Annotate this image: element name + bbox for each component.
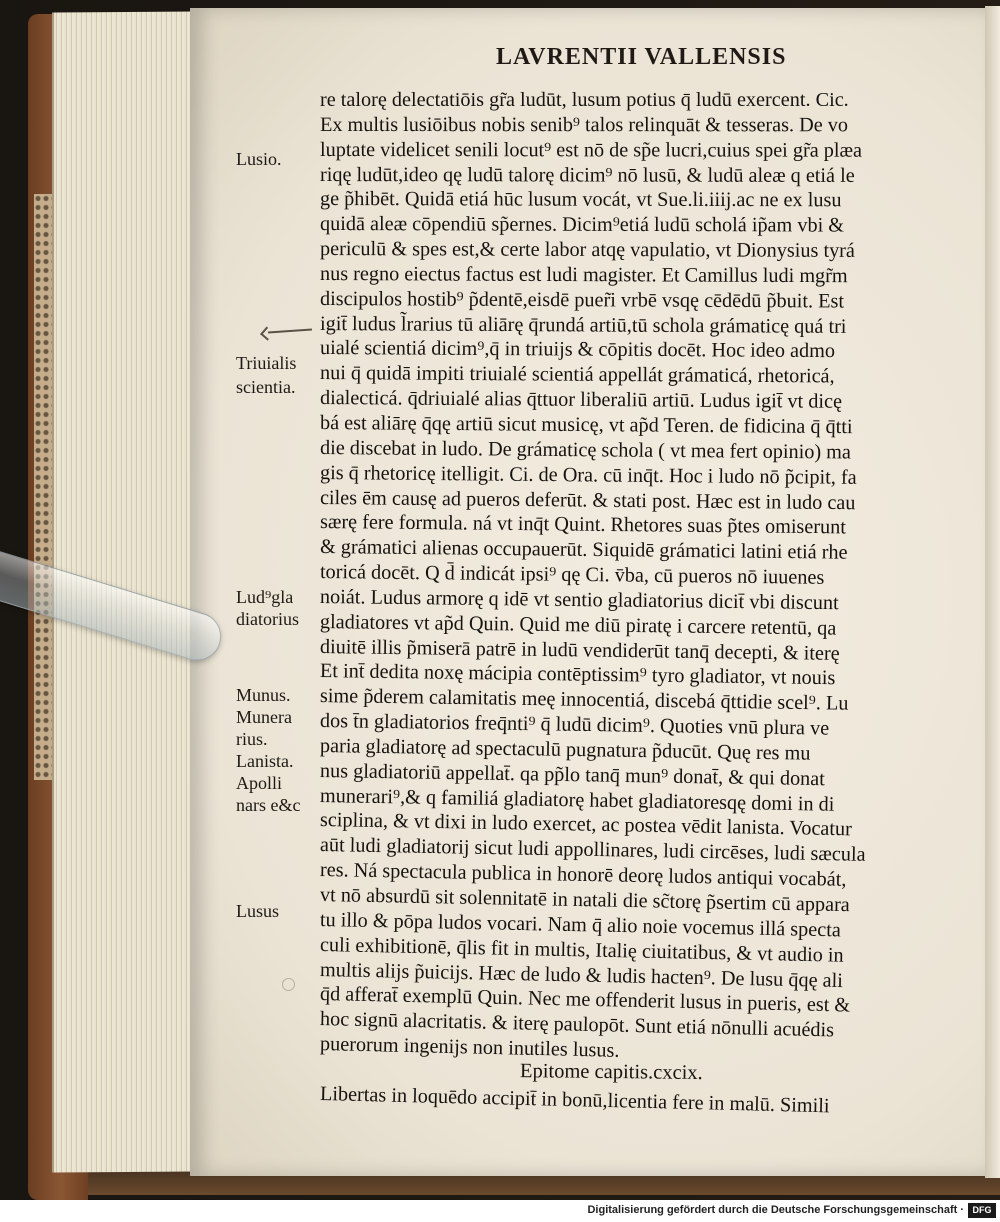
margin-note-lanista: Lanista. bbox=[236, 751, 294, 771]
text-line: bá est aliārę q̄qę artiū sicut musicę, vt ap̃d Teren. de fidicina q̄ q̄tti bbox=[319, 411, 853, 439]
text-line: Et int̄ dedita noxę mácipia contēptissim⁹ tyro gladiator, vt nouis bbox=[319, 660, 836, 690]
margin-note-ludus: Lud⁹gla bbox=[236, 587, 294, 607]
text-line: uialé scientiá dicim⁹,q̄ in triuijs & cōpitis docēt. Hoc ideo admo bbox=[319, 337, 836, 363]
epitome-heading: Epitome capitis.cxcix. bbox=[519, 1060, 703, 1084]
running-head: LAVRENTII VALLENSIS bbox=[496, 44, 787, 70]
text-line: munerari⁹,& q familiá gladiatorę habet gladiatoresqę domi in di bbox=[319, 784, 835, 816]
margin-note-munus: Munus. bbox=[236, 685, 291, 705]
margin-note-munerarius-2: rius. bbox=[236, 729, 268, 749]
margin-note-apollinares-2: nars e&c bbox=[236, 795, 301, 815]
text-line: luptate videlicet senili locut⁹ est nō de sp̃e lucri,cuius spei gr̃a plæa bbox=[319, 138, 862, 162]
text-line: særę fere formula. ná vt inq̄t Quint. Rhetores suas p̃tes omiserunt bbox=[319, 511, 847, 539]
text-line: nus gladiatoriū appellat̄. qa pp̃lo tanq̄ mun⁹ donat̄, & qui donat bbox=[319, 759, 826, 790]
right-page-edge bbox=[985, 6, 1000, 1178]
text-line: dialecticá. q̄driuialé alias q̄ttuor liberaliū artiū. Ludus igit̄ vt dicę bbox=[319, 387, 843, 413]
text-line: Ex multis lusiōibus nobis senib⁹ talos relinquāt & tesseras. De vo bbox=[319, 113, 849, 137]
text-line: riqę ludūt,ideo qę ludū talorę dicim⁹ nō lusū, & ludū aleæ q etiá le bbox=[319, 163, 855, 187]
text-line: gladiatores vt ap̃d Quin. Quid me diū piratę i carcere retentū, qa bbox=[319, 610, 837, 640]
text-line: res. Ná spectacula publica in honorē deorę ludos antiqui vocabát, bbox=[319, 859, 847, 892]
text-line: dos t̄n gladiatorios freq̄nti⁹ q̄ ludū dicim⁹. Quoties vnū plura ve bbox=[319, 710, 830, 740]
text-line: periculū & spes est,& certe labor atqę vapulatio, vt Dionysius tyrá bbox=[319, 238, 855, 262]
margin-note-triuialis: Triuialis bbox=[236, 353, 297, 373]
dfg-logo: DFG bbox=[968, 1203, 996, 1218]
text-line: ciles ēm causę ad pueros deferūt. & stati post. Hæc est in ludo cau bbox=[319, 486, 856, 514]
text-line: diuitē illis p̃miserā patrē in ludū vendiderūt tanq̄ decepti, & iterę bbox=[319, 635, 840, 665]
digitization-footer bbox=[0, 1200, 1000, 1222]
text-line: sime p̃derem calamitatis meę innocentiá, discebá q̄ttidie scel⁹. Lu bbox=[319, 685, 849, 715]
text-line: vt nō absurdū sit solennitatē in natali die sc̃torę p̃sertim cū appara bbox=[319, 884, 850, 917]
text-line: multis alijs p̃uicijs. Hæc de ludo & ludis hacten⁹. De lusu q̄qę ali bbox=[319, 958, 844, 992]
margin-note-lusio: Lusio. bbox=[236, 149, 282, 169]
text-line: igit̄ ludus l̃rarius tū aliārę q̄rundá artiū,tū schola grámaticę quá tri bbox=[319, 312, 847, 338]
text-line: nui q̄ quidā impiti triuialé scientiá appellát grámaticá, rhetoricá, bbox=[319, 362, 835, 388]
text-line: toricá docēt. Q d̄ indicát ipsi⁹ qę Ci. v̄ba, cū pueros nō iuuenes bbox=[319, 561, 825, 589]
text-line: sciplina, & vt dixi in ludo exercet, ac postea vēdit lanista. Vocatur bbox=[319, 809, 853, 841]
margin-note-apollinares-1: Apolli bbox=[236, 773, 283, 793]
text-line: aūt ludi gladiatorij sicut ludi appollinares, ludi circēses, ludi sæcula bbox=[319, 834, 866, 867]
text-line: noiát. Ludus armorę q idē vt sentio gladiatorius dicit̄ vbi discunt bbox=[319, 585, 839, 615]
margin-note-munerarius-1: Munera bbox=[236, 707, 292, 727]
text-line: ge p̃hibēt. Quidā etiá hūc lusum vocát, vt Sue.li.iiij.ac ne ex lusu bbox=[319, 188, 842, 212]
text-line: nus regno eiectus factus est ludi magister. Et Camillus ludi mgr̃m bbox=[319, 262, 848, 288]
text-line: q̄d afferat̄ exemplū Quin. Nec me offenderit lusus in pueris, est & bbox=[319, 983, 851, 1017]
text-line: & grámatici alienas occupauerūt. Siquidē grámatici latini etiá rhe bbox=[319, 536, 848, 564]
text-line: culi exhibitionē, q̄lis fit in multis, Italię ciuitatibus, & vt audio in bbox=[319, 933, 844, 967]
text-line: hoc signū alacritatis. & iterę paulopōt. Sunt etiá nōnulli acuédis bbox=[319, 1008, 835, 1042]
body-text bbox=[319, 88, 940, 1118]
text-line: re talorę delectatiōis gr̃a ludūt, lusum potius q̄ ludū exercent. Cic. bbox=[320, 89, 849, 111]
text-line: die discebat in ludo. De grámaticę schola ( vt mea fert opinio) ma bbox=[319, 436, 852, 464]
closing-line: Libertas in loquēdo accipit̄ in bonū,licentia fere in malū. Simili bbox=[319, 1082, 830, 1118]
margin-note-lusus: Lusus bbox=[236, 901, 280, 921]
text-line: tu illo & pōpa ludos vocari. Nam q̄ alio noie vocemus illá specta bbox=[319, 908, 842, 942]
text-line: puerorum ingenijs non inutiles lusus. bbox=[319, 1033, 620, 1062]
margin-note-gladiatorius: diatorius bbox=[236, 609, 299, 629]
margin-note-scientia: scientia. bbox=[236, 377, 296, 397]
text-line: quidā aleæ cōpendiū sp̃ernes. Dicim⁹etiá ludū scholá ip̃am vbi & bbox=[319, 213, 845, 237]
text-line: paria gladiatorę ad spectaculū pugnatura p̃ducūt. Quę res mu bbox=[319, 734, 811, 765]
footer-credit: Digitalisierung gefördert durch die Deutsche Forschungsgemeinschaft · bbox=[587, 1204, 964, 1216]
text-line: gis q̄ rhetoricę itelligit. Ci. de Ora. cū inq̄t. Hoc i ludo nō p̃cipit, fa bbox=[319, 461, 857, 489]
page-ring-mark bbox=[282, 978, 295, 991]
text-line: discipulos hostib⁹ p̃dentē,eisdē puer̃i vrbē vsqę cēdēdū p̃buit. Est bbox=[319, 287, 845, 313]
